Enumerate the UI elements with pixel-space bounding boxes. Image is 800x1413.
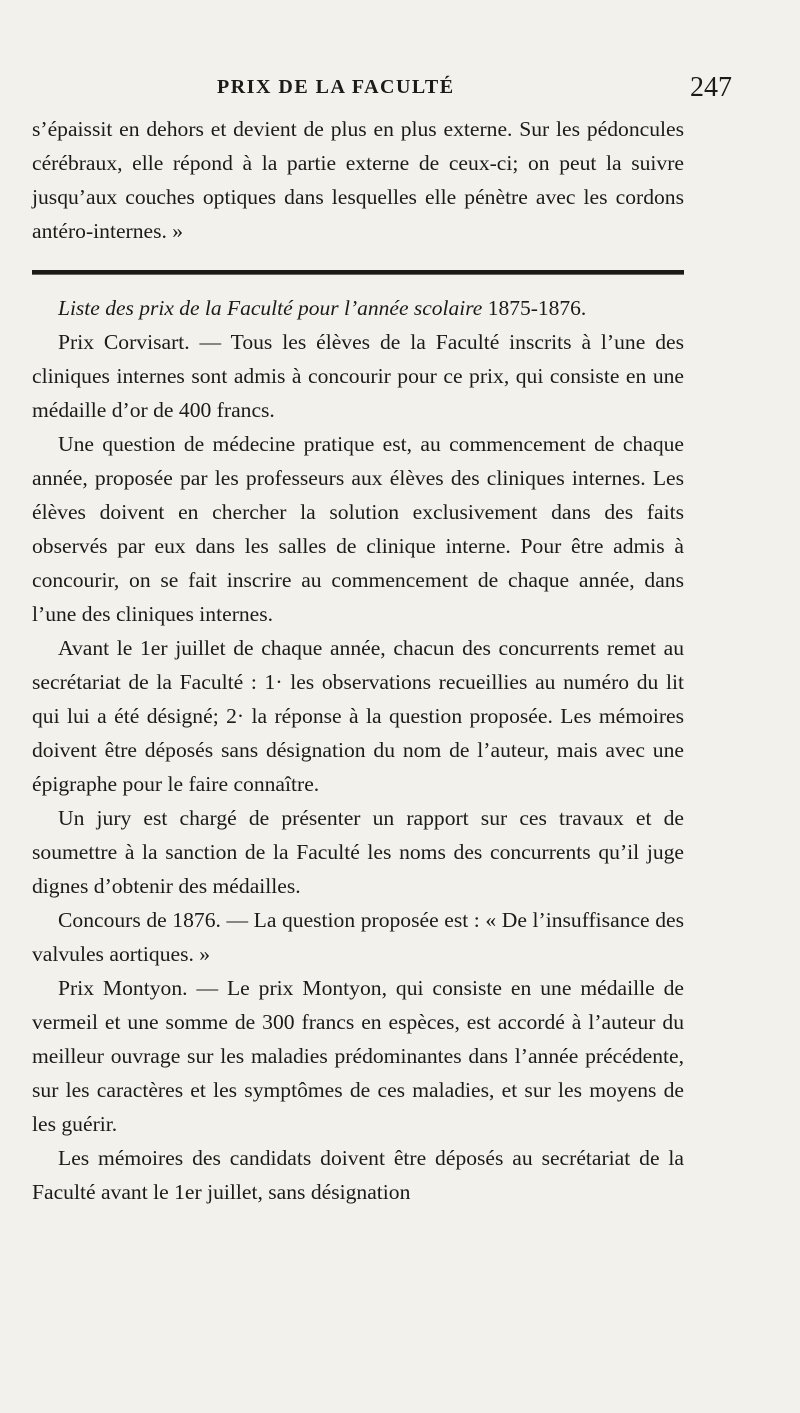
paragraph-concours-1876: Concours de 1876. — La question proposée est : « De l’insuffisance des valvules aortiques. » <box>32 908 684 966</box>
paragraph-avant-juillet: Avant le 1er juillet de chaque année, chacun des concurrents remet au secrétariat de la Faculté : 1· les observations recueillies au numéro du lit qui lui a été désigné; 2· la réponse à la question proposée. Les mémoires doivent être déposés sans désignation du nom de l’auteur, mais avec une épigraphe pour le faire connaître. <box>32 636 684 796</box>
section-title <box>32 291 684 325</box>
section-title-years: 1875-1876. <box>487 296 587 320</box>
section-title-text: Liste des prix de la Faculté pour l’année scolaire <box>58 296 483 320</box>
page-number: 247 <box>690 72 732 103</box>
paragraph-prix-corvisart: Prix Corvisart. — Tous les élèves de la Faculté inscrits à l’une des cliniques internes sont admis à concourir pour ce prix, qui consiste en une médaille d’or de 400 francs. <box>32 330 684 422</box>
page-body <box>32 112 684 1209</box>
page-header <box>32 72 732 104</box>
section-divider <box>32 270 684 275</box>
paragraph-jury: Un jury est chargé de présenter un rapport sur ces travaux et de soumettre à la sanction de la Faculté les noms des concurrents qu’il juge dignes d’obtenir des médailles. <box>32 806 684 898</box>
paragraph-memoires: Les mémoires des candidats doivent être déposés au secrétariat de la Faculté avant le 1er juillet, sans désignation <box>32 1146 684 1204</box>
running-head: PRIX DE LA FACULTÉ <box>217 76 455 98</box>
paragraph-question: Une question de médecine pratique est, au commencement de chaque année, proposée par les professeurs aux élèves des cliniques internes. Les élèves doivent en chercher la solution exclusivement dans des faits observés par eux dans les salles de clinique interne. Pour être admis à concourir, on se fait inscrire au commencement de chaque année, dans l’une des cliniques internes. <box>32 432 684 626</box>
paragraph-prix-montyon: Prix Montyon. — Le prix Montyon, qui consiste en une médaille de vermeil et une somme de 300 francs en espèces, est accordé à l’auteur du meilleur ouvrage sur les maladies prédominantes dans l’année précédente, sur les caractères et les symptômes de ces maladies, et sur les moyens de les guérir. <box>32 976 684 1136</box>
continued-paragraph: s’épaissit en dehors et devient de plus en plus externe. Sur les pédoncules cérébraux, elle répond à la partie externe de ceux-ci; on peut la suivre jusqu’aux couches optiques dans lesquelles elle pénètre avec les cordons antéro-internes. » <box>32 117 684 243</box>
